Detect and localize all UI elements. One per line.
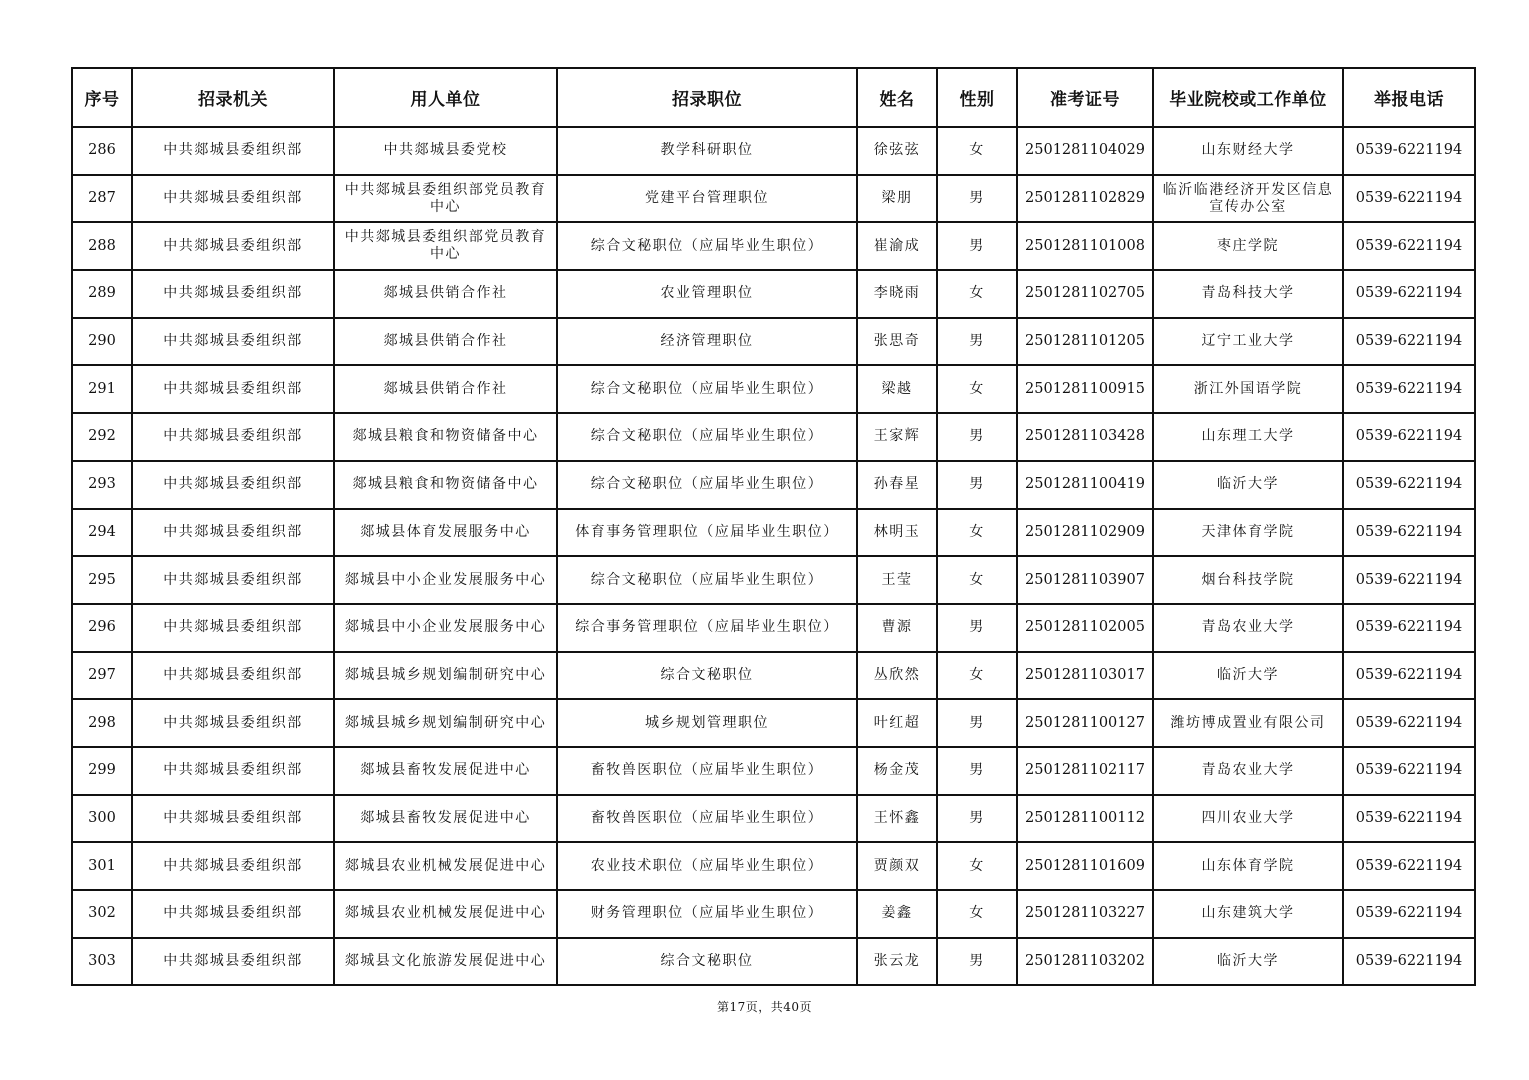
cell-serial: 287 bbox=[72, 175, 132, 223]
cell-recruiting-agency: 中共郯城县委组织部 bbox=[132, 604, 334, 652]
cell-employer: 郯城县文化旅游发展促进中心 bbox=[334, 938, 557, 986]
table-row bbox=[72, 461, 1475, 509]
cell-position: 综合文秘职位（应届毕业生职位） bbox=[557, 365, 857, 413]
cell-exam-number: 2501281100112 bbox=[1017, 795, 1153, 843]
cell-report-phone: 0539-6221194 bbox=[1343, 556, 1475, 604]
cell-gender: 男 bbox=[937, 222, 1017, 270]
cell-serial: 301 bbox=[72, 842, 132, 890]
cell-serial: 290 bbox=[72, 318, 132, 366]
cell-serial: 299 bbox=[72, 747, 132, 795]
cell-position: 财务管理职位（应届毕业生职位） bbox=[557, 890, 857, 938]
cell-position: 综合文秘职位（应届毕业生职位） bbox=[557, 556, 857, 604]
cell-gender: 女 bbox=[937, 509, 1017, 557]
cell-gender: 女 bbox=[937, 842, 1017, 890]
table-row bbox=[72, 652, 1475, 700]
cell-school-or-workplace: 临沂大学 bbox=[1153, 652, 1343, 700]
cell-recruiting-agency: 中共郯城县委组织部 bbox=[132, 699, 334, 747]
cell-exam-number: 2501281100915 bbox=[1017, 365, 1153, 413]
cell-position: 综合文秘职位 bbox=[557, 652, 857, 700]
cell-name: 崔渝成 bbox=[857, 222, 937, 270]
cell-gender: 女 bbox=[937, 270, 1017, 318]
cell-exam-number: 2501281103428 bbox=[1017, 413, 1153, 461]
cell-employer: 郯城县供销合作社 bbox=[334, 318, 557, 366]
cell-recruiting-agency: 中共郯城县委组织部 bbox=[132, 890, 334, 938]
cell-serial: 303 bbox=[72, 938, 132, 986]
table-row bbox=[72, 795, 1475, 843]
cell-name: 王怀鑫 bbox=[857, 795, 937, 843]
cell-name: 李晓雨 bbox=[857, 270, 937, 318]
cell-serial: 294 bbox=[72, 509, 132, 557]
cell-report-phone: 0539-6221194 bbox=[1343, 413, 1475, 461]
cell-name: 曹源 bbox=[857, 604, 937, 652]
cell-employer: 郯城县农业机械发展促进中心 bbox=[334, 890, 557, 938]
cell-name: 杨金茂 bbox=[857, 747, 937, 795]
cell-gender: 男 bbox=[937, 461, 1017, 509]
cell-gender: 男 bbox=[937, 413, 1017, 461]
cell-gender: 女 bbox=[937, 365, 1017, 413]
cell-employer: 郯城县粮食和物资储备中心 bbox=[334, 413, 557, 461]
cell-report-phone: 0539-6221194 bbox=[1343, 795, 1475, 843]
cell-exam-number: 2501281102909 bbox=[1017, 509, 1153, 557]
cell-serial: 286 bbox=[72, 127, 132, 175]
cell-exam-number: 2501281102829 bbox=[1017, 175, 1153, 223]
table-row bbox=[72, 604, 1475, 652]
cell-serial: 298 bbox=[72, 699, 132, 747]
header-name: 姓名 bbox=[857, 68, 937, 127]
cell-position: 综合文秘职位（应届毕业生职位） bbox=[557, 222, 857, 270]
cell-name: 姜鑫 bbox=[857, 890, 937, 938]
cell-recruiting-agency: 中共郯城县委组织部 bbox=[132, 938, 334, 986]
cell-recruiting-agency: 中共郯城县委组织部 bbox=[132, 175, 334, 223]
cell-report-phone: 0539-6221194 bbox=[1343, 509, 1475, 557]
cell-exam-number: 2501281101609 bbox=[1017, 842, 1153, 890]
cell-employer: 中共郯城县委组织部党员教育中心 bbox=[334, 222, 557, 270]
table-row bbox=[72, 175, 1475, 223]
cell-serial: 302 bbox=[72, 890, 132, 938]
cell-serial: 291 bbox=[72, 365, 132, 413]
header-exam-number: 准考证号 bbox=[1017, 68, 1153, 127]
cell-exam-number: 2501281101205 bbox=[1017, 318, 1153, 366]
cell-position: 体育事务管理职位（应届毕业生职位） bbox=[557, 509, 857, 557]
cell-report-phone: 0539-6221194 bbox=[1343, 747, 1475, 795]
cell-school-or-workplace: 天津体育学院 bbox=[1153, 509, 1343, 557]
cell-position: 综合事务管理职位（应届毕业生职位） bbox=[557, 604, 857, 652]
cell-report-phone: 0539-6221194 bbox=[1343, 699, 1475, 747]
cell-serial: 293 bbox=[72, 461, 132, 509]
cell-serial: 295 bbox=[72, 556, 132, 604]
header-gender: 性别 bbox=[937, 68, 1017, 127]
cell-employer: 郯城县供销合作社 bbox=[334, 365, 557, 413]
cell-recruiting-agency: 中共郯城县委组织部 bbox=[132, 461, 334, 509]
cell-report-phone: 0539-6221194 bbox=[1343, 365, 1475, 413]
cell-position: 农业管理职位 bbox=[557, 270, 857, 318]
cell-recruiting-agency: 中共郯城县委组织部 bbox=[132, 747, 334, 795]
cell-serial: 296 bbox=[72, 604, 132, 652]
table-row bbox=[72, 222, 1475, 270]
cell-employer: 郯城县中小企业发展服务中心 bbox=[334, 604, 557, 652]
cell-position: 综合文秘职位 bbox=[557, 938, 857, 986]
cell-employer: 郯城县供销合作社 bbox=[334, 270, 557, 318]
cell-position: 经济管理职位 bbox=[557, 318, 857, 366]
cell-school-or-workplace: 山东建筑大学 bbox=[1153, 890, 1343, 938]
cell-recruiting-agency: 中共郯城县委组织部 bbox=[132, 795, 334, 843]
cell-name: 张思奇 bbox=[857, 318, 937, 366]
page-footer: 第17页，共40页 bbox=[716, 1000, 813, 1014]
cell-recruiting-agency: 中共郯城县委组织部 bbox=[132, 365, 334, 413]
cell-school-or-workplace: 潍坊博成置业有限公司 bbox=[1153, 699, 1343, 747]
cell-gender: 女 bbox=[937, 127, 1017, 175]
cell-name: 叶红超 bbox=[857, 699, 937, 747]
cell-position: 畜牧兽医职位（应届毕业生职位） bbox=[557, 795, 857, 843]
cell-recruiting-agency: 中共郯城县委组织部 bbox=[132, 509, 334, 557]
header-position: 招录职位 bbox=[557, 68, 857, 127]
cell-report-phone: 0539-6221194 bbox=[1343, 127, 1475, 175]
cell-serial: 292 bbox=[72, 413, 132, 461]
cell-gender: 男 bbox=[937, 795, 1017, 843]
cell-name: 林明玉 bbox=[857, 509, 937, 557]
cell-gender: 女 bbox=[937, 556, 1017, 604]
table-row bbox=[72, 413, 1475, 461]
cell-report-phone: 0539-6221194 bbox=[1343, 842, 1475, 890]
cell-name: 王家辉 bbox=[857, 413, 937, 461]
cell-exam-number: 2501281100127 bbox=[1017, 699, 1153, 747]
cell-school-or-workplace: 山东财经大学 bbox=[1153, 127, 1343, 175]
cell-serial: 289 bbox=[72, 270, 132, 318]
cell-gender: 女 bbox=[937, 890, 1017, 938]
cell-report-phone: 0539-6221194 bbox=[1343, 222, 1475, 270]
cell-employer: 中共郯城县委组织部党员教育中心 bbox=[334, 175, 557, 223]
cell-employer: 中共郯城县委党校 bbox=[334, 127, 557, 175]
cell-school-or-workplace: 枣庄学院 bbox=[1153, 222, 1343, 270]
cell-report-phone: 0539-6221194 bbox=[1343, 604, 1475, 652]
table-row bbox=[72, 699, 1475, 747]
cell-exam-number: 2501281104029 bbox=[1017, 127, 1153, 175]
cell-gender: 男 bbox=[937, 175, 1017, 223]
cell-recruiting-agency: 中共郯城县委组织部 bbox=[132, 270, 334, 318]
cell-gender: 男 bbox=[937, 318, 1017, 366]
cell-serial: 297 bbox=[72, 652, 132, 700]
cell-exam-number: 2501281103907 bbox=[1017, 556, 1153, 604]
cell-name: 张云龙 bbox=[857, 938, 937, 986]
cell-name: 孙春星 bbox=[857, 461, 937, 509]
cell-exam-number: 2501281103017 bbox=[1017, 652, 1153, 700]
cell-recruiting-agency: 中共郯城县委组织部 bbox=[132, 413, 334, 461]
header-report-phone: 举报电话 bbox=[1343, 68, 1475, 127]
cell-school-or-workplace: 山东理工大学 bbox=[1153, 413, 1343, 461]
cell-exam-number: 2501281103202 bbox=[1017, 938, 1153, 986]
cell-exam-number: 2501281103227 bbox=[1017, 890, 1153, 938]
table-row bbox=[72, 270, 1475, 318]
header-employer: 用人单位 bbox=[334, 68, 557, 127]
cell-exam-number: 2501281102117 bbox=[1017, 747, 1153, 795]
cell-school-or-workplace: 青岛科技大学 bbox=[1153, 270, 1343, 318]
cell-school-or-workplace: 临沂大学 bbox=[1153, 461, 1343, 509]
cell-recruiting-agency: 中共郯城县委组织部 bbox=[132, 556, 334, 604]
header-row bbox=[72, 68, 1475, 127]
cell-position: 党建平台管理职位 bbox=[557, 175, 857, 223]
table-row bbox=[72, 842, 1475, 890]
header-recruiting-agency: 招录机关 bbox=[132, 68, 334, 127]
cell-school-or-workplace: 辽宁工业大学 bbox=[1153, 318, 1343, 366]
cell-position: 城乡规划管理职位 bbox=[557, 699, 857, 747]
cell-school-or-workplace: 山东体育学院 bbox=[1153, 842, 1343, 890]
cell-gender: 男 bbox=[937, 699, 1017, 747]
table-row bbox=[72, 127, 1475, 175]
cell-exam-number: 2501281101008 bbox=[1017, 222, 1153, 270]
cell-school-or-workplace: 临沂临港经济开发区信息宣传办公室 bbox=[1153, 175, 1343, 223]
cell-gender: 男 bbox=[937, 938, 1017, 986]
cell-recruiting-agency: 中共郯城县委组织部 bbox=[132, 222, 334, 270]
cell-exam-number: 2501281102705 bbox=[1017, 270, 1153, 318]
cell-employer: 郯城县中小企业发展服务中心 bbox=[334, 556, 557, 604]
cell-recruiting-agency: 中共郯城县委组织部 bbox=[132, 318, 334, 366]
table-row bbox=[72, 890, 1475, 938]
candidate-table bbox=[71, 67, 1476, 986]
table-row bbox=[72, 509, 1475, 557]
cell-report-phone: 0539-6221194 bbox=[1343, 318, 1475, 366]
cell-name: 梁越 bbox=[857, 365, 937, 413]
cell-employer: 郯城县体育发展服务中心 bbox=[334, 509, 557, 557]
cell-report-phone: 0539-6221194 bbox=[1343, 938, 1475, 986]
cell-employer: 郯城县畜牧发展促进中心 bbox=[334, 747, 557, 795]
cell-gender: 男 bbox=[937, 604, 1017, 652]
cell-school-or-workplace: 青岛农业大学 bbox=[1153, 747, 1343, 795]
cell-school-or-workplace: 烟台科技学院 bbox=[1153, 556, 1343, 604]
table-row bbox=[72, 556, 1475, 604]
cell-employer: 郯城县城乡规划编制研究中心 bbox=[334, 699, 557, 747]
cell-gender: 男 bbox=[937, 747, 1017, 795]
cell-recruiting-agency: 中共郯城县委组织部 bbox=[132, 127, 334, 175]
cell-gender: 女 bbox=[937, 652, 1017, 700]
cell-exam-number: 2501281100419 bbox=[1017, 461, 1153, 509]
cell-exam-number: 2501281102005 bbox=[1017, 604, 1153, 652]
cell-position: 农业技术职位（应届毕业生职位） bbox=[557, 842, 857, 890]
cell-employer: 郯城县农业机械发展促进中心 bbox=[334, 842, 557, 890]
header-serial: 序号 bbox=[72, 68, 132, 127]
table-body bbox=[72, 127, 1475, 985]
cell-name: 贾颜双 bbox=[857, 842, 937, 890]
cell-serial: 288 bbox=[72, 222, 132, 270]
cell-recruiting-agency: 中共郯城县委组织部 bbox=[132, 842, 334, 890]
cell-report-phone: 0539-6221194 bbox=[1343, 652, 1475, 700]
cell-position: 综合文秘职位（应届毕业生职位） bbox=[557, 461, 857, 509]
cell-position: 畜牧兽医职位（应届毕业生职位） bbox=[557, 747, 857, 795]
cell-employer: 郯城县粮食和物资储备中心 bbox=[334, 461, 557, 509]
cell-report-phone: 0539-6221194 bbox=[1343, 461, 1475, 509]
cell-school-or-workplace: 临沂大学 bbox=[1153, 938, 1343, 986]
cell-school-or-workplace: 青岛农业大学 bbox=[1153, 604, 1343, 652]
cell-name: 丛欣然 bbox=[857, 652, 937, 700]
table-row bbox=[72, 318, 1475, 366]
cell-school-or-workplace: 浙江外国语学院 bbox=[1153, 365, 1343, 413]
cell-school-or-workplace: 四川农业大学 bbox=[1153, 795, 1343, 843]
cell-name: 徐弦弦 bbox=[857, 127, 937, 175]
table-row bbox=[72, 747, 1475, 795]
cell-report-phone: 0539-6221194 bbox=[1343, 270, 1475, 318]
cell-name: 王莹 bbox=[857, 556, 937, 604]
header-school-or-workplace: 毕业院校或工作单位 bbox=[1153, 68, 1343, 127]
cell-name: 梁朋 bbox=[857, 175, 937, 223]
cell-employer: 郯城县畜牧发展促进中心 bbox=[334, 795, 557, 843]
cell-report-phone: 0539-6221194 bbox=[1343, 890, 1475, 938]
table-row bbox=[72, 365, 1475, 413]
cell-recruiting-agency: 中共郯城县委组织部 bbox=[132, 652, 334, 700]
cell-report-phone: 0539-6221194 bbox=[1343, 175, 1475, 223]
cell-position: 教学科研职位 bbox=[557, 127, 857, 175]
cell-serial: 300 bbox=[72, 795, 132, 843]
cell-position: 综合文秘职位（应届毕业生职位） bbox=[557, 413, 857, 461]
table-row bbox=[72, 938, 1475, 986]
cell-employer: 郯城县城乡规划编制研究中心 bbox=[334, 652, 557, 700]
